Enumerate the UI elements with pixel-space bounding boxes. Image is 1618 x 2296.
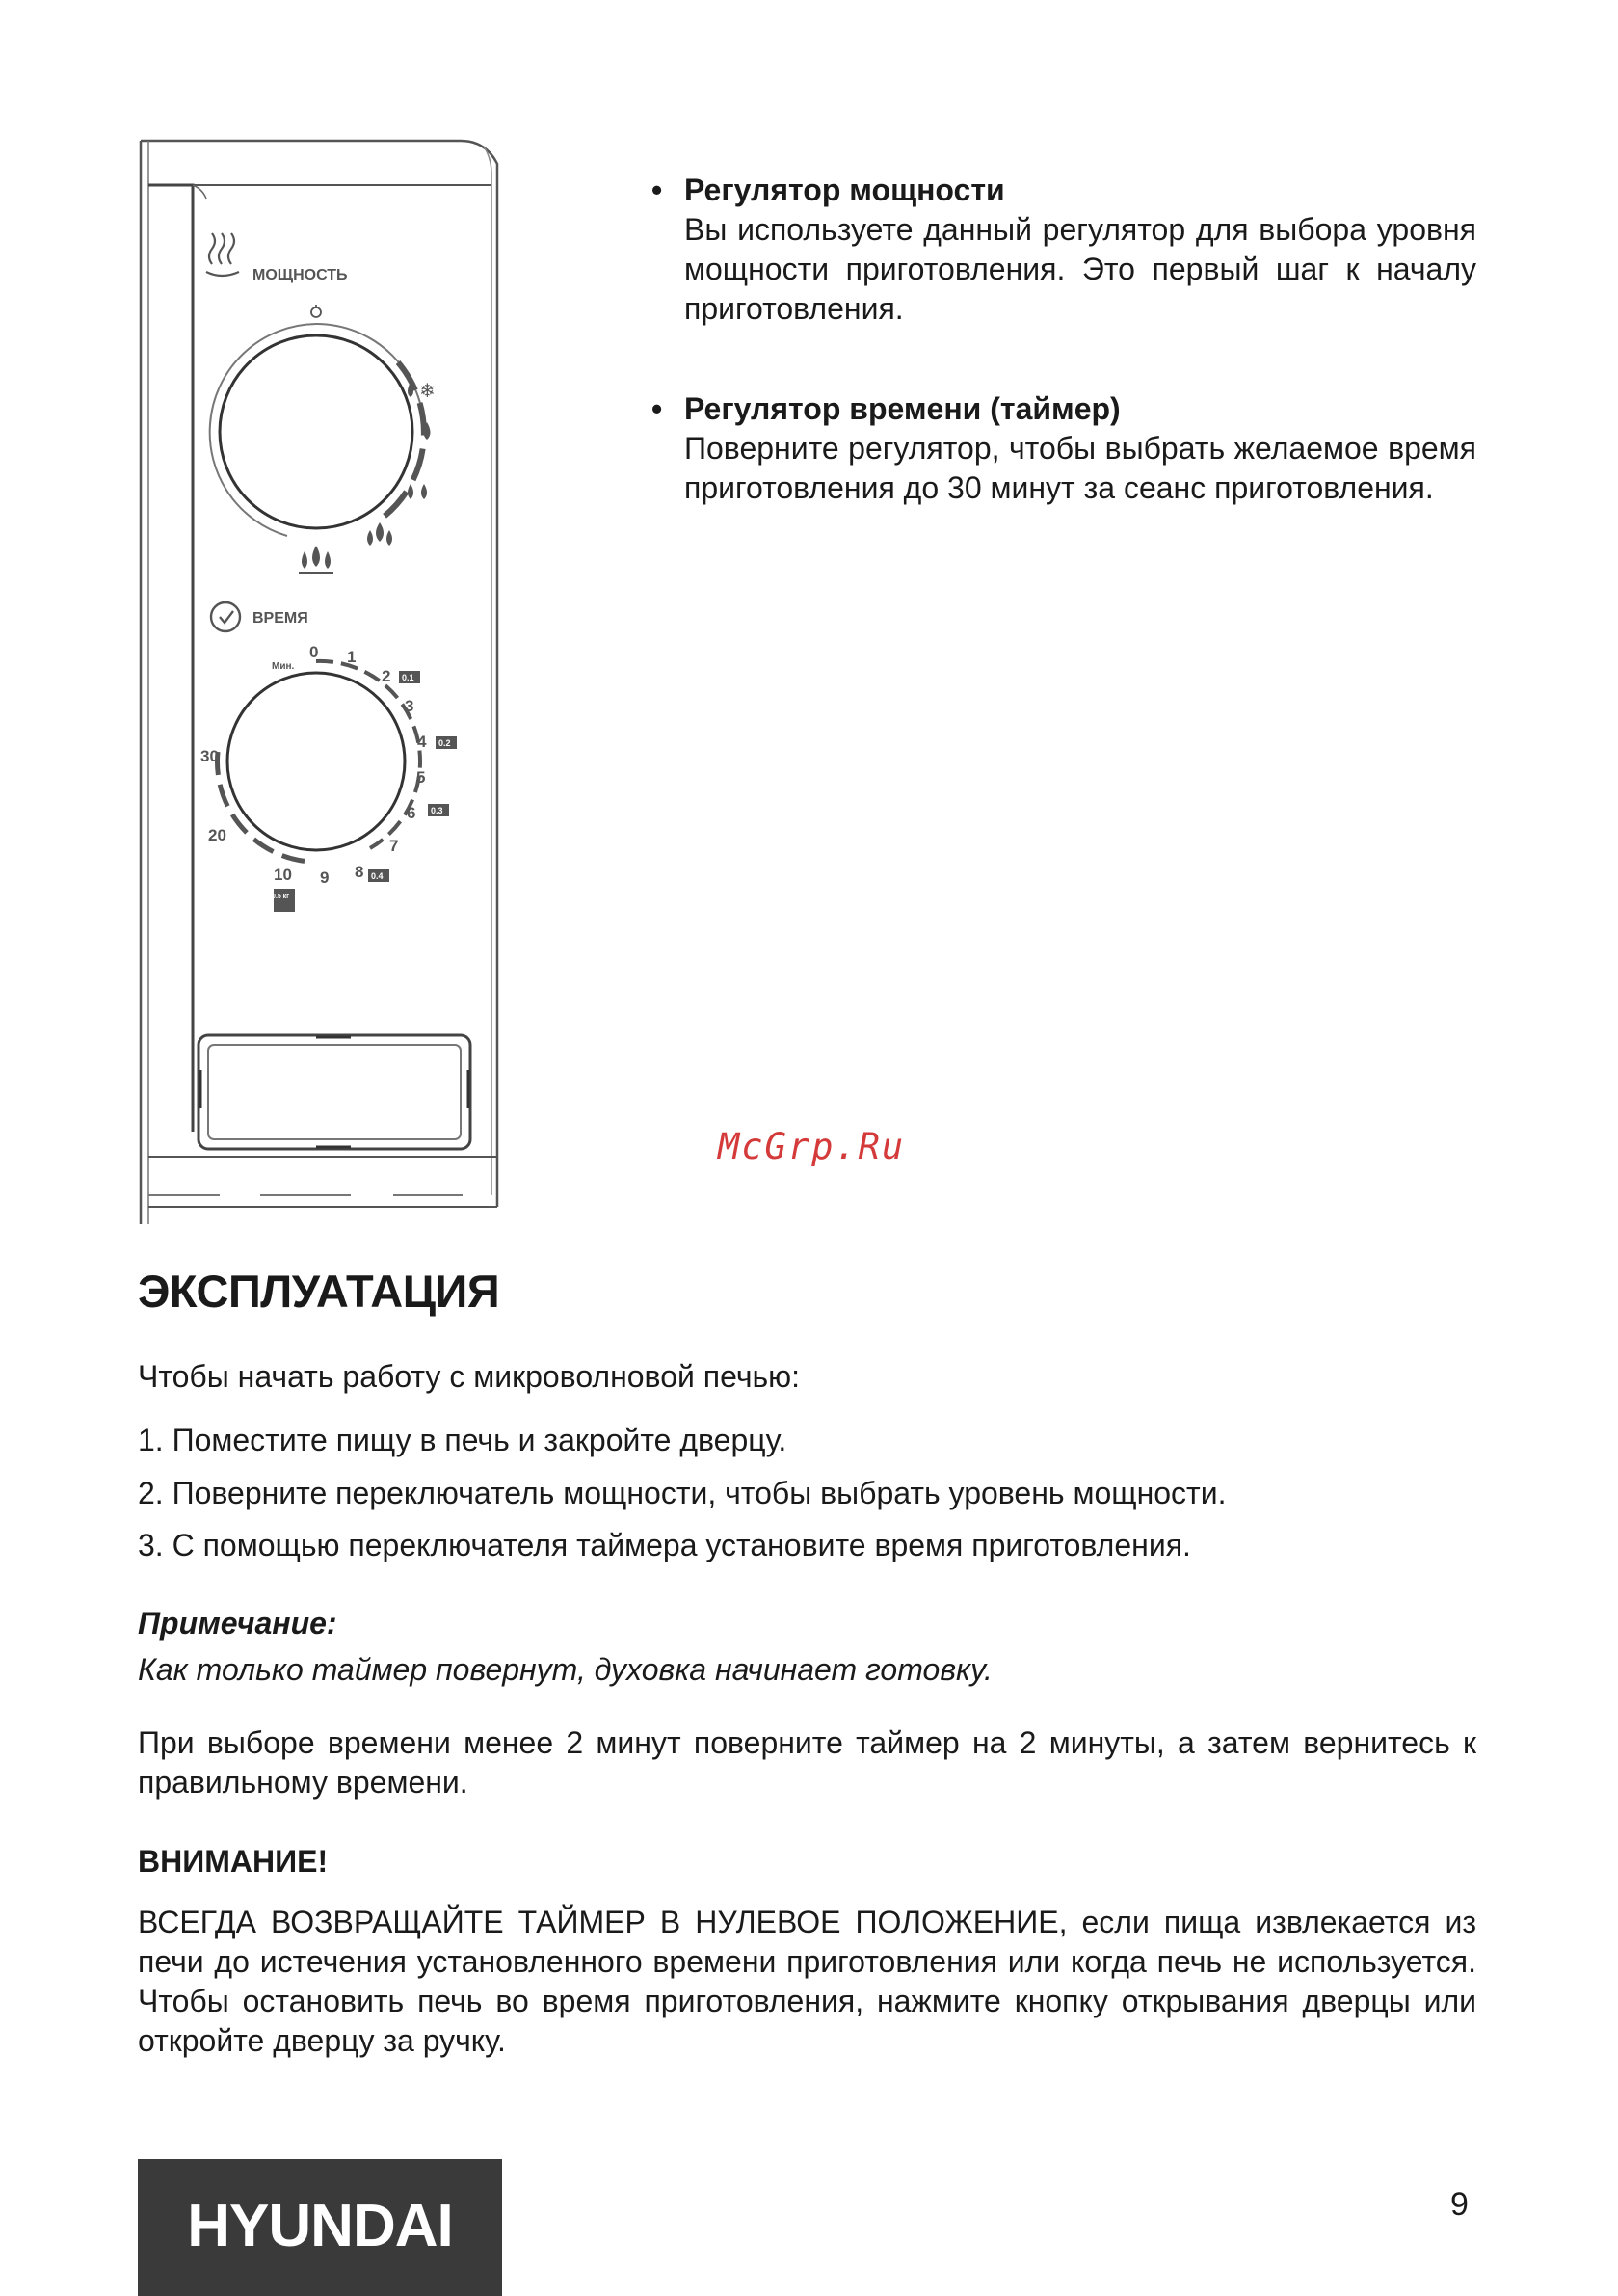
grill-icon	[299, 546, 333, 573]
timer-tick: 30	[200, 747, 219, 765]
weight-badge: 0.4	[371, 871, 384, 881]
timer-tick: 20	[208, 826, 226, 844]
timer-tick: 7	[389, 837, 399, 855]
bullet-heading: Регулятор мощности	[684, 173, 1005, 207]
page-number: 9	[1450, 2186, 1469, 2223]
svg-text:❄: ❄	[419, 379, 436, 402]
weight-badge: 0.3	[431, 806, 443, 815]
time-label: ВРЕМЯ	[252, 610, 308, 627]
flame-high-icon	[367, 522, 392, 546]
timer-tick: 8	[355, 863, 364, 881]
clock-icon	[211, 602, 240, 631]
warning-body: ВСЕГДА ВОЗВРАЩАЙТЕ ТАЙМЕР В НУЛЕВОЕ ПОЛОЖЕНИЕ, если пища извлекается из печи до истечения установленного времени приготовления или когда печь не используется. Чтобы остановить печь во время приготовления, нажмите кнопку открывания дверцы или откройте дверцу за ручку.	[138, 1905, 1476, 2058]
watermark: McGrp.Ru	[718, 1126, 906, 1167]
bullet-dot: •	[651, 391, 663, 426]
power-label: МОЩНОСТЬ	[252, 267, 348, 283]
section-title: ЭКСПЛУАТАЦИЯ	[138, 1266, 500, 1317]
timer-tick: 4	[417, 733, 427, 751]
weight-badge: 0.5 кг	[272, 894, 290, 900]
timer-tick: 9	[320, 868, 330, 887]
timer-tick: 5	[416, 768, 426, 787]
bullet-heading: Регулятор времени (таймер)	[684, 391, 1121, 426]
power-knob[interactable]	[220, 335, 412, 528]
step-item: 1. Поместите пищу в печь и закройте дверцу.	[138, 1423, 787, 1457]
weight-badge: 0.2	[438, 738, 451, 748]
step-item: 2. Поверните переключатель мощности, чтобы выбрать уровень мощности.	[138, 1476, 1227, 1510]
timer-tick: 0	[309, 643, 319, 661]
door-open-button[interactable]	[199, 1035, 470, 1149]
weight-badge: 0.1	[402, 673, 414, 682]
brand-logo	[138, 2159, 502, 2296]
timer-tick: 3	[405, 697, 414, 715]
timer-tick: 2	[382, 667, 391, 685]
time-paragraph: При выборе времени менее 2 минут поверните таймер на 2 минуты, а затем вернитесь к правильному времени.	[138, 1725, 1476, 1800]
note-body: Как только таймер повернут, духовка начинает готовку.	[138, 1652, 993, 1687]
timer-min-label: Мин.	[272, 661, 295, 672]
steam-icon	[206, 233, 239, 276]
intro-text: Чтобы начать работу с микроволновой печью:	[138, 1359, 801, 1394]
warning-heading: ВНИМАНИЕ!	[138, 1844, 329, 1879]
step-item: 3. С помощью переключателя таймера установите время приготовления.	[138, 1528, 1191, 1562]
note-heading: Примечание:	[138, 1606, 337, 1641]
bullet-dot: •	[651, 173, 663, 207]
brand-name: HYUNDAI	[187, 2193, 453, 2259]
timer-knob[interactable]	[227, 673, 405, 850]
timer-tick: 1	[347, 648, 357, 666]
stop-icon	[311, 305, 321, 317]
bullet-body: Поверните регулятор, чтобы выбрать желаемое время приготовления до 30 минут за сеанс приготовления.	[684, 431, 1476, 505]
timer-tick: 6	[407, 804, 416, 822]
timer-tick: 10	[274, 866, 292, 884]
flame-medium-icon	[408, 484, 427, 499]
control-panel-illustration	[133, 135, 509, 1224]
bullet-body: Вы используете данный регулятор для выбора уровня мощности приготовления. Это первый шаг к началу приготовления.	[684, 212, 1476, 326]
